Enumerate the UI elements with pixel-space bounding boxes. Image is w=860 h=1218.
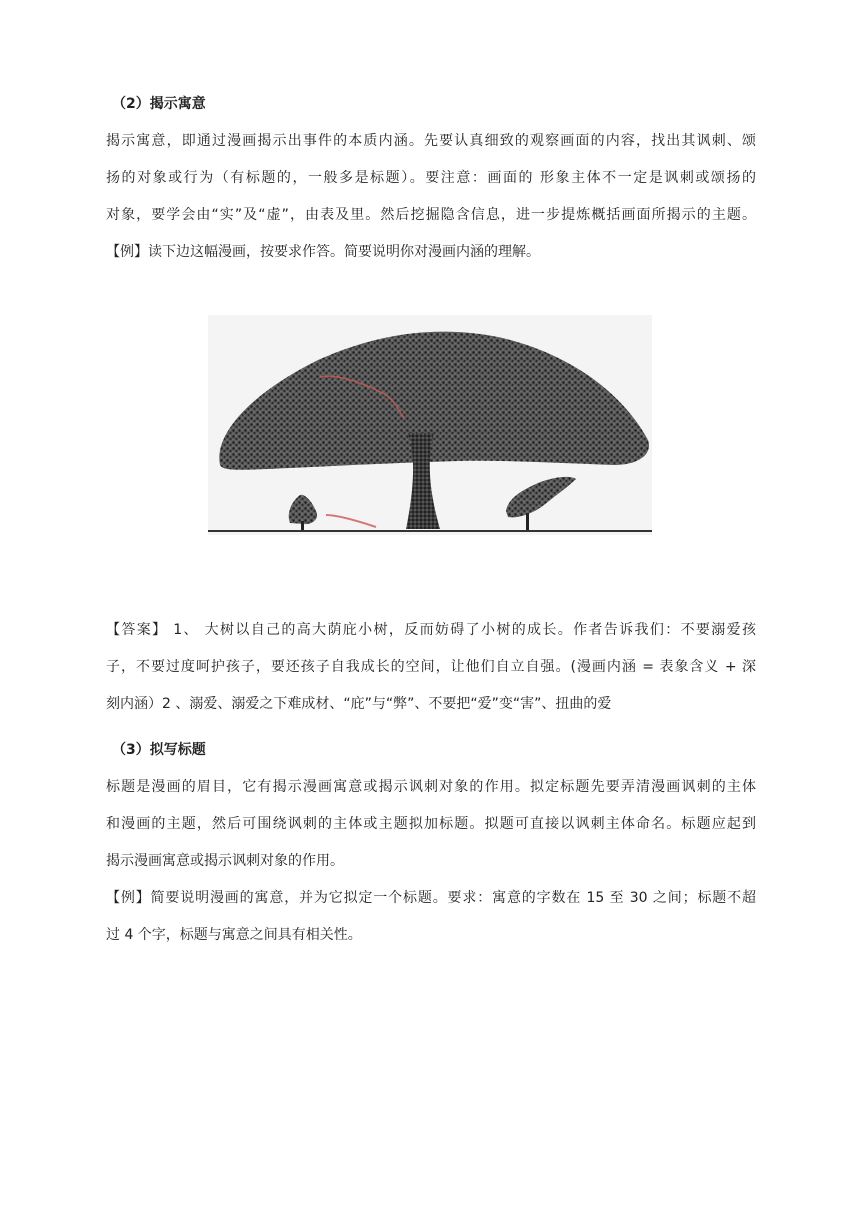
paragraph-line: 过 4 个字，标题与寓意之间具有相关性。 [106,927,362,943]
paragraph-line: 对象，要学会由“实”及“虚”，由表及里。然后挖掘隐含信息，进一步提炼概括画面所揭示的主题。 [106,207,756,223]
example-prompt: 【例】简要说明漫画的寓意，并为它拟定一个标题。要求：寓意的字数在 15 至 30 之间；标题不超 [106,890,756,906]
answer-line: 子，不要过度呵护孩子，要还孩子自我成长的空间，让他们自立自强。(漫画内涵 = 表象含义 + 深 [106,659,756,675]
section-heading-write-title: （3）拟写标题 [112,742,206,758]
section-heading-reveal-meaning: （2）揭示寓意 [112,96,206,112]
paragraph-line: 标题是漫画的眉目，它有揭示漫画寓意或揭示讽刺对象的作用。拟定标题先要弄清漫画讽刺的主体 [106,779,756,795]
example-prompt: 【例】读下边这幅漫画，按要求作答。简要说明你对漫画内涵的理解。 [106,244,540,260]
paragraph-line: 揭示寓意，即通过漫画揭示出事件的本质内涵。先要认真细致的观察画面的内容，找出其讽刺、颂 [106,133,756,149]
big-tree-small-trees-cartoon [208,315,652,535]
paragraph-line: 和漫画的主题，然后可围绕讽刺的主体或主题拟加标题。拟题可直接以讽刺主体命名。标题应起到 [106,816,756,832]
paragraph-line: 揭示漫画寓意或揭示讽刺对象的作用。 [106,853,344,869]
cartoon-image [208,315,652,535]
answer-line: 刻内涵）2 、溺爱、溺爱之下难成材、“庇”与“弊”、不要把“爱”变“害”、扭曲的爱 [106,696,612,712]
answer-line: 【答案】 1、 大树以自己的高大荫庇小树，反而妨碍了小树的成长。作者告诉我们：不要溺爱孩 [106,622,756,638]
paragraph-line: 扬的对象或行为（有标题的，一般多是标题）。要注意：画面的 形象主体不一定是讽刺或颂扬的 [106,170,756,186]
